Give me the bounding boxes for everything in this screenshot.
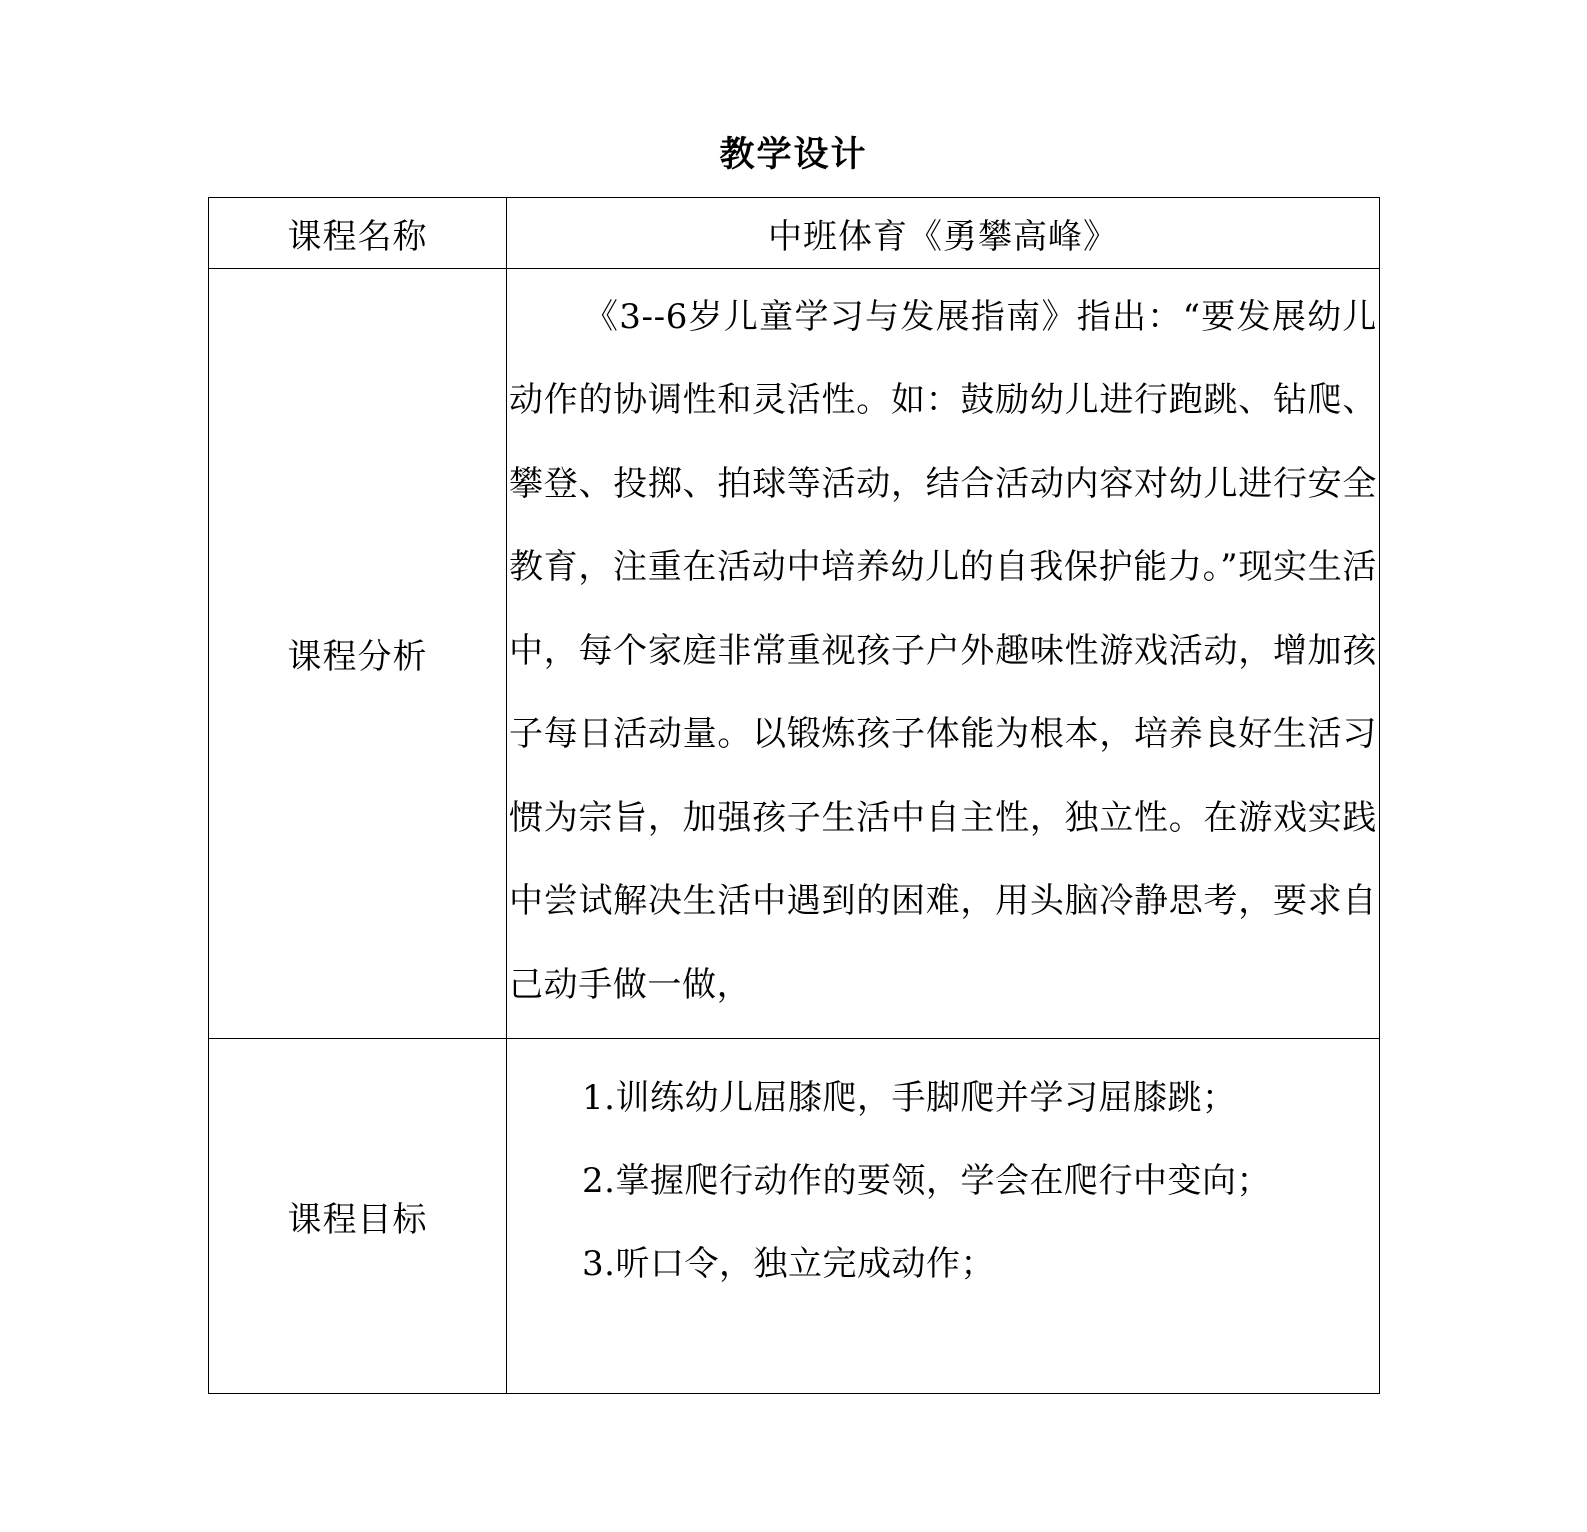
course-goals-cell xyxy=(507,1039,1380,1394)
table-row-course-goals xyxy=(209,1039,1380,1394)
course-name-label: 课程名称 xyxy=(209,198,507,269)
lesson-design-table xyxy=(208,197,1380,1394)
course-goals-label: 课程目标 xyxy=(209,1039,507,1394)
course-analysis-cell xyxy=(507,269,1380,1039)
table-row-course-analysis xyxy=(209,269,1380,1039)
goal-item: 1.训练幼儿屈膝爬，手脚爬并学习屈膝跳； xyxy=(582,1078,1237,1118)
goal-item: 3.听口令，独立完成动作； xyxy=(582,1244,995,1284)
table-row-course-name xyxy=(209,198,1380,269)
course-analysis-text: 《3--6岁儿童学习与发展指南》指出：“要发展幼儿动作的协调性和灵活性。如：鼓励幼儿进行跑跳、钻爬、攀登、投掷、拍球等活动，结合活动内容对幼儿进行安全教育，注重在活动中培养幼儿的自我保护能力。”现实生活中，每个家庭非常重视孩子户外趣味性游戏活动，增加孩子每日活动量。以锻炼孩子体能为根本，培养良好生活习惯为宗旨，加强孩子生活中自主性，独立性。在游戏实践中尝试解决生活中遇到的困难，用头脑冷静思考，要求自己动手做一做， xyxy=(509,296,1377,1005)
goal-item: 2.掌握爬行动作的要领，学会在爬行中变向； xyxy=(582,1161,1271,1201)
course-goals-list xyxy=(507,1039,1379,1306)
course-name-value: 中班体育《勇攀高峰》 xyxy=(507,198,1380,269)
document-title: 教学设计 xyxy=(719,134,868,175)
course-analysis-label: 课程分析 xyxy=(209,269,507,1039)
